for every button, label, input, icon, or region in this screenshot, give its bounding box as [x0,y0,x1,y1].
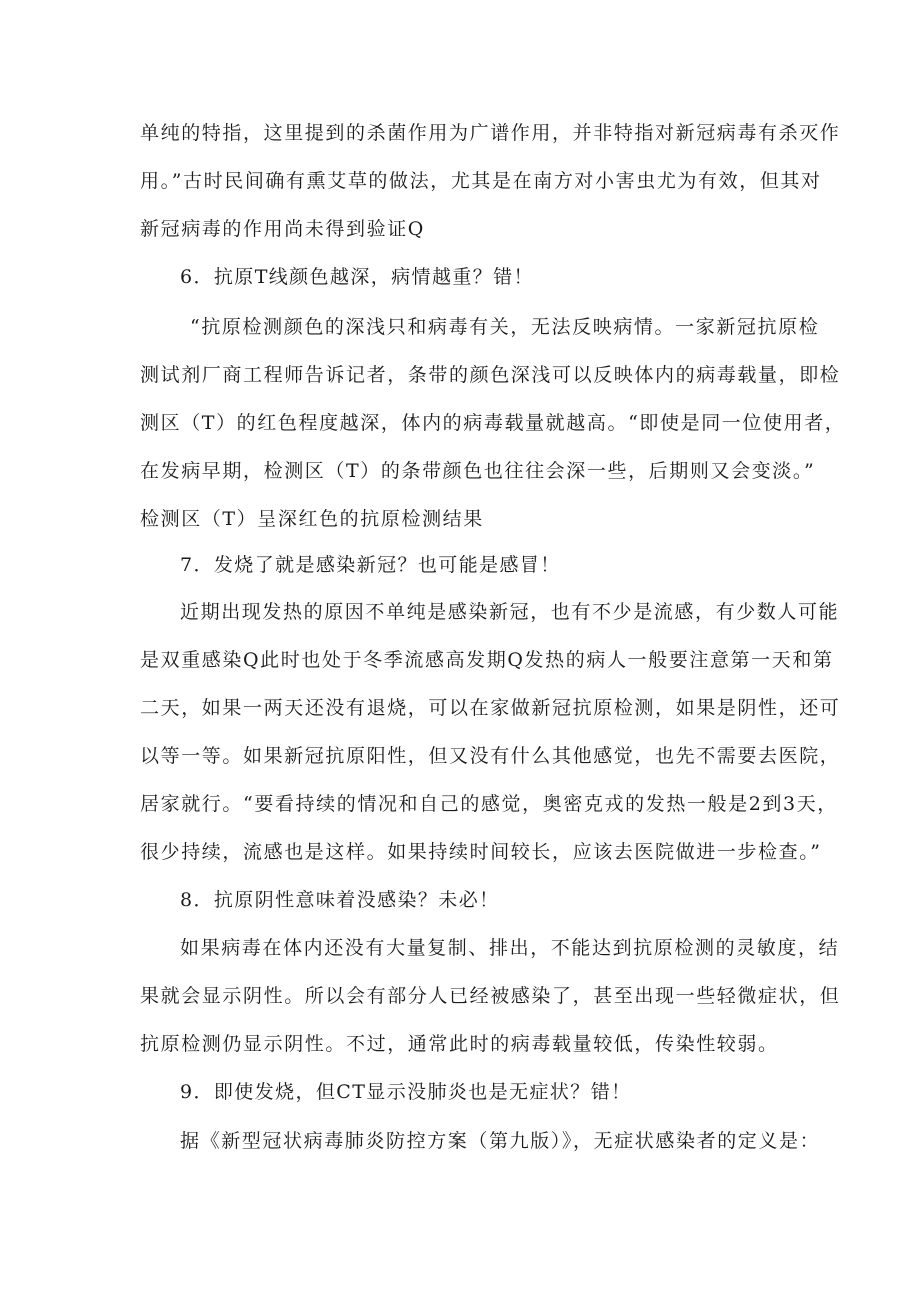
paragraph-line: 用。”古时民间确有熏艾草的做法，尤其是在南方对小害虫尤为有效，但其对 [140,170,822,192]
paragraph-line: 抗原检测仍显示阴性。不过，通常此时的病毒载量较低，传染性较弱。 [140,1033,779,1055]
paragraph-line: 据《新型冠状病毒肺炎防控方案（第九版）》，无症状感染者的定义是： [180,1130,821,1152]
paragraph-line: 二天，如果一两天还没有退烧，可以在家做新冠抗原检测，如果是阴性，还可 [140,697,841,719]
paragraph-line: 以等一等。如果新冠抗原阳性，但又没有什么其他感觉，也先不需要去医院， [140,745,841,767]
paragraph-line: 如果病毒在体内还没有大量复制、排出，不能达到抗原检测的灵敏度，结 [180,937,840,959]
paragraph-line: 很少持续，流感也是这样。如果持续时间较长，应该去医院做进一步检查。” [140,841,822,863]
paragraph-line: 果就会显示阴性。所以会有部分人已经被感染了，甚至出现一些轻微症状，但 [140,985,841,1007]
paragraph-line: 是双重感染Q此时也处于冬季流感高发期Q发热的病人一般要注意第一天和第 [140,649,834,671]
paragraph-line: 在发病早期，检测区（T）的条带颜色也往往会深一些，后期则又会变淡。” [140,460,816,482]
paragraph-line: “抗原检测颜色的深浅只和病毒有关，无法反映病情。一家新冠抗原检 [190,316,820,338]
paragraph-line: 新冠病毒的作用尚未得到验证Q [140,218,425,240]
paragraph-line: 测区（T）的红色程度越深，体内的病毒载量就越高。“即使是同一位使用者， [140,412,846,434]
paragraph-line: 测试剂厂商工程师告诉记者，条带的颜色深浅可以反映体内的病毒载量，即检 [140,364,841,386]
paragraph-line: 居家就行。“要看持续的情况和自己的感觉，奥密克戎的发热一般是2到3天， [140,793,838,815]
image-caption: 检测区（T）呈深红色的抗原检测结果 [140,508,484,530]
section-heading-7: 7．发烧了就是感染新冠？也可能是感冒！ [180,554,561,576]
section-heading-8: 8．抗原阴性意味着没感染？未必！ [180,889,500,911]
section-heading-9: 9．即使发烧，但CT显示没肺炎也是无症状？错！ [180,1081,632,1103]
paragraph-line: 近期出现发热的原因不单纯是感染新冠，也有不少是流感，有少数人可能 [180,601,840,623]
section-heading-6: 6．抗原T线颜色越深，病情越重？错！ [180,266,534,288]
paragraph-line: 单纯的特指，这里提到的杀菌作用为广谱作用，并非特指对新冠病毒有杀灭作 [140,122,841,144]
